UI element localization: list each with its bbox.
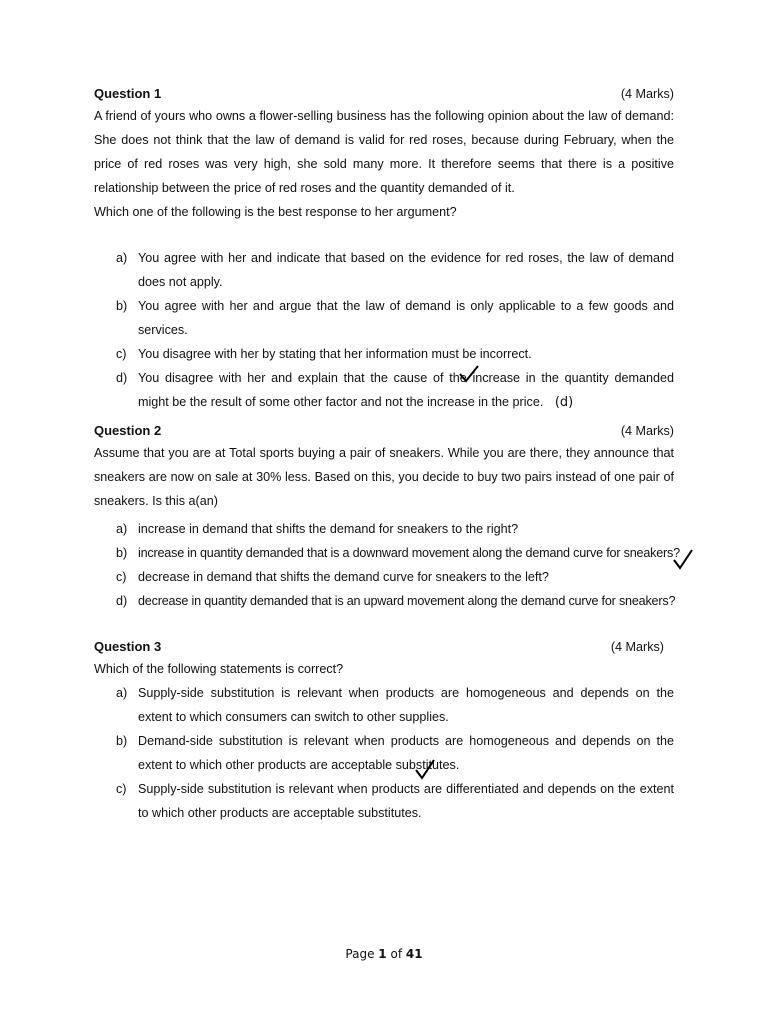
question-1-title: Question 1 [94,86,162,101]
question-2-stem: Assume that you are at Total sports buying a pair of sneakers. While you are there, they announce that sneakers are now on sale at 30% less. Based on this, you decide to buy two pairs instead of one pair of sneakers. Is this a(an) [94,446,674,508]
question-2 [94,423,680,613]
question-3-header [94,639,664,657]
q3-option-a-text: Supply-side substitution is relevant when products are homogeneous and depends on the extent to which consumers can switch to other supplies. [138,686,674,724]
page-number: 1 [378,947,387,961]
q1-option-b-text: You agree with her and argue that the law of demand is only applicable to a few goods and services. [138,299,674,337]
q1-option-d: d) You disagree with her and explain that the cause of the increase in the quantity demanded might be the result of some other factor and not the increase in the price. (d) [116,371,674,410]
question-1 [94,86,674,415]
q1-option-d-text: You disagree with her and explain that the cause of the increase in the quantity demanded might be the result of some other factor and not the increase in the price. [138,371,674,409]
checkmark-icon [458,364,480,384]
q2-option-d-text: decrease in quantity demanded that is an upward movement along the demand curve for sneakers? [138,594,676,608]
q1-option-a-text: You agree with her and indicate that based on the evidence for red roses, the law of demand does not apply. [138,251,674,289]
page-total: 41 [405,947,423,961]
q2-option-c: c) decrease in demand that shifts the demand curve for sneakers to the left? [116,570,549,584]
page-footer: Page 1 of 41 [345,947,423,961]
checkmark-icon [672,548,694,570]
q3-option-b: b) Demand-side substitution is relevant when products are homogeneous and depends on the extent to which other products are acceptable substitutes. [116,734,674,772]
question-1-header [94,86,674,104]
q1-option-a: a) You agree with her and indicate that based on the evidence for red roses, the law of demand does not apply. [116,251,674,289]
q2-option-b: b) increase in quantity demanded that is a downward movement along the demand curve for sneakers? [116,546,680,560]
q2-option-d: d) decrease in quantity demanded that is an upward movement along the demand curve for sneakers? [116,594,676,608]
question-3 [94,639,674,825]
q1-option-c: c) You disagree with her by stating that her information must be incorrect. [116,347,532,361]
q3-option-c: c) Supply-side substitution is relevant when products are differentiated and depends on the extent to which other products are acceptable substitutes. [116,782,674,820]
q1-option-c-text: You disagree with her by stating that her information must be incorrect. [138,347,532,361]
question-2-header [94,423,674,441]
checkmark-icon [414,758,436,780]
q2-option-c-text: decrease in demand that shifts the demand curve for sneakers to the left? [138,570,549,584]
q3-option-a: a) Supply-side substitution is relevant when products are homogeneous and depends on the extent to which consumers can switch to other supplies. [116,686,674,724]
q3-option-b-text: Demand-side substitution is relevant when products are homogeneous and depends on the extent to which other products are acceptable substitutes. [138,734,674,772]
question-3-title: Question 3 [94,639,162,654]
q1-handwritten-answer: (d) [554,395,574,410]
question-3-stem: Which of the following statements is correct? [94,662,344,676]
q2-option-a: a) increase in demand that shifts the demand for sneakers to the right? [116,522,519,536]
question-2-marks: (4 Marks) [620,424,674,438]
question-1-prompt: Which one of the following is the best response to her argument? [94,205,457,219]
question-1-stem: A friend of yours who owns a flower-selling business has the following opinion about the law of demand: She does not think that the law of demand is valid for red roses, because during February, when the price of red roses was very high, she sold many more. It therefore seems that there is a positive relationship between the price of red roses and the quantity demanded of it. [94,109,674,195]
q3-option-c-text: Supply-side substitution is relevant when products are differentiated and depends on the extent to which other products are acceptable substitutes. [138,782,674,820]
q2-option-a-text: increase in demand that shifts the demand for sneakers to the right? [138,522,519,536]
question-1-marks: (4 Marks) [620,87,674,101]
question-2-title: Question 2 [94,423,162,438]
question-3-marks: (4 Marks) [610,640,664,654]
q2-option-b-text: increase in quantity demanded that is a downward movement along the demand curve for sneakers? [138,546,680,560]
q1-option-b: b) You agree with her and argue that the law of demand is only applicable to a few goods and services. [116,299,674,337]
